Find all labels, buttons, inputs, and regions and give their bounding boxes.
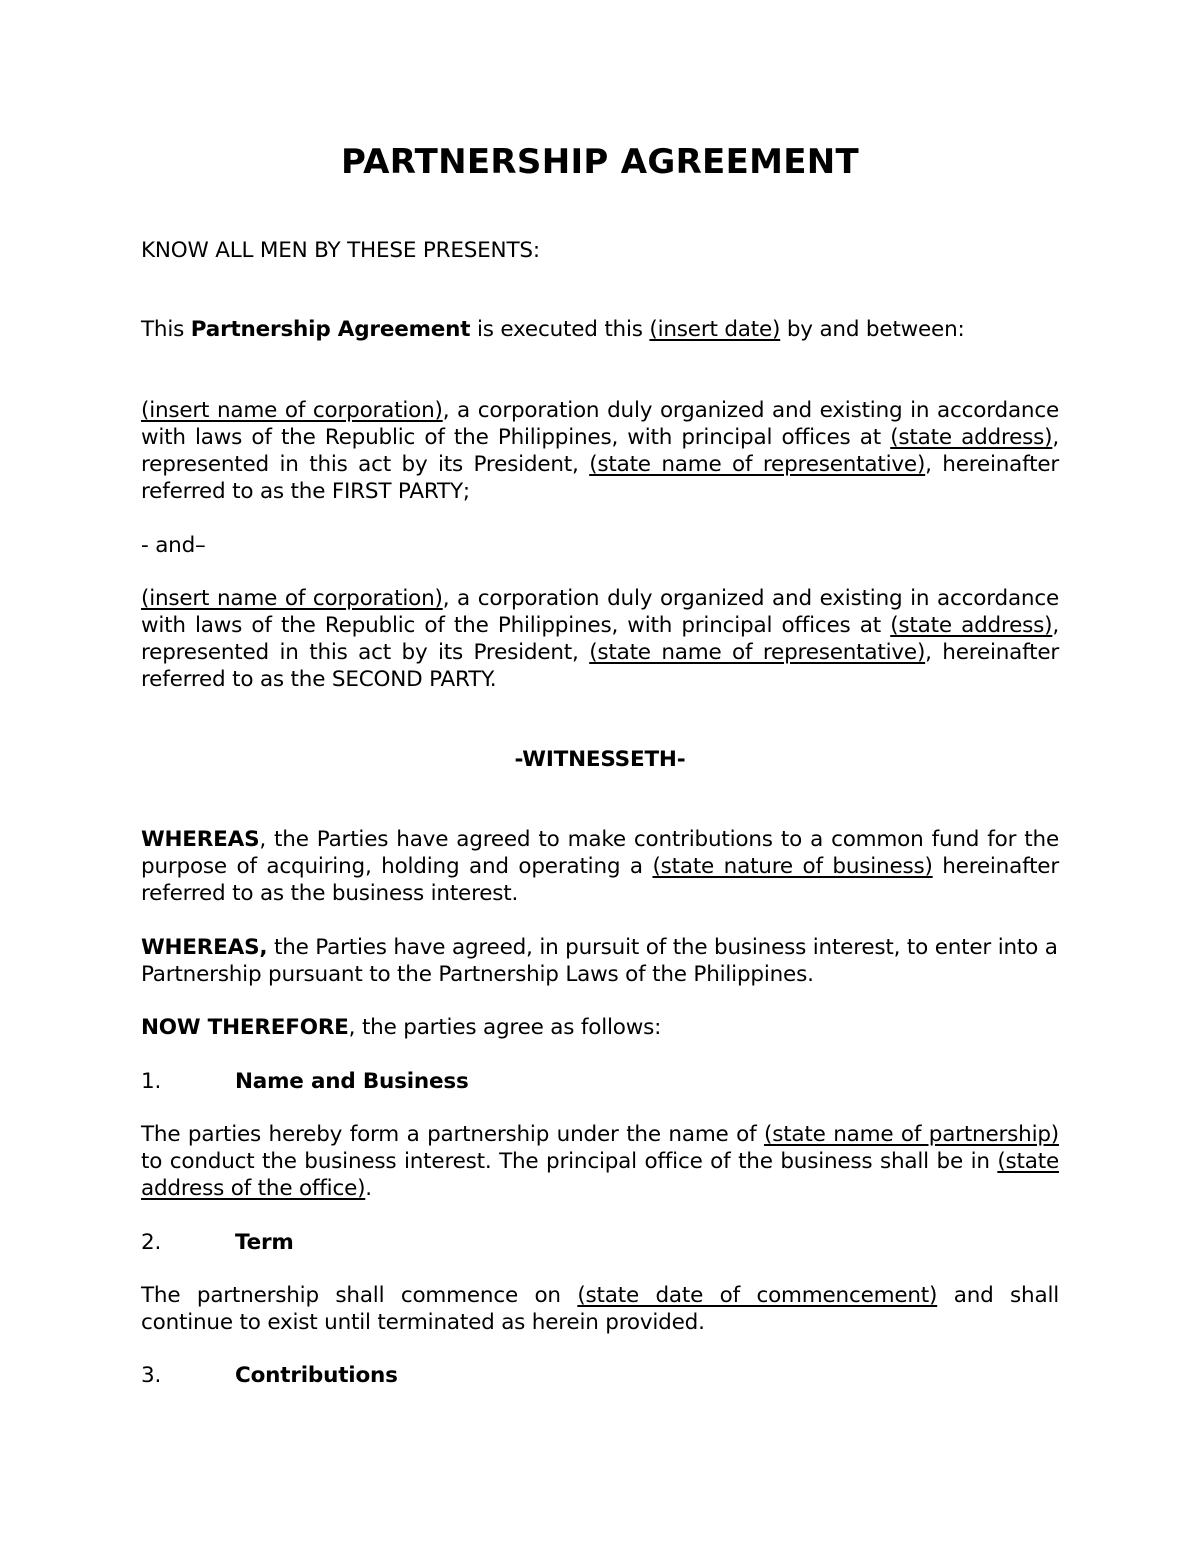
- whereas-1-text-2: hereinafter referred to as the business interest.: [141, 854, 1059, 906]
- agreement-name: Partnership Agreement: [190, 317, 471, 342]
- section-title: Term: [235, 1230, 294, 1255]
- second-party-address-placeholder: (state address): [890, 613, 1053, 638]
- document-title: PARTNERSHIP AGREEMENT: [340, 142, 860, 182]
- section-number: 3.: [141, 1363, 162, 1388]
- office-address-placeholder: (state address of the office): [141, 1149, 1059, 1201]
- business-nature-placeholder: (state nature of business): [652, 854, 933, 879]
- witnesseth-heading: -WITNESSETH-: [514, 747, 686, 772]
- executed-post: by and between:: [780, 317, 965, 342]
- first-party-text-1: , a corporation duly organized and existing in accordance with laws of the Republic of the Philippines, with principal offices at: [141, 398, 1059, 450]
- section-number: 1.: [141, 1069, 162, 1094]
- second-party-text-2: , represented in this act by its President,: [141, 613, 1059, 665]
- section-title: Name and Business: [235, 1069, 469, 1094]
- section-heading-3: [141, 1362, 1059, 1389]
- section-body-1: [141, 1121, 1059, 1202]
- first-party-text-2: , represented in this act by its President,: [141, 425, 1059, 477]
- section-1-text-2: to conduct the business interest. The principal office of the business shall be in: [141, 1149, 998, 1174]
- whereas-2-text: the Parties have agreed, in pursuit of the business interest, to enter into a Partnership pursuant to the Partnership Laws of the Philippines.: [141, 935, 1058, 987]
- first-party-paragraph: [141, 397, 1059, 505]
- section-heading-1: [141, 1068, 1059, 1095]
- date-placeholder: (insert date): [649, 317, 781, 342]
- whereas-2-label: WHEREAS,: [141, 935, 268, 960]
- section-heading-2: [141, 1229, 1059, 1256]
- second-party-rep-placeholder: (state name of representative): [589, 640, 926, 665]
- commencement-date-placeholder: (state date of commencement): [577, 1283, 938, 1308]
- executed-paragraph: [141, 316, 1059, 343]
- whereas-1-label: WHEREAS: [141, 827, 260, 852]
- intro-line: KNOW ALL MEN BY THESE PRESENTS:: [141, 238, 540, 263]
- first-party-text-3: , hereinafter referred to as the FIRST PARTY;: [141, 452, 1060, 504]
- second-party-paragraph: [141, 585, 1059, 693]
- section-body-2: [141, 1282, 1059, 1336]
- section-2-text-1: The partnership shall commence on: [141, 1283, 578, 1308]
- now-therefore-text: , the parties agree as follows:: [348, 1015, 662, 1040]
- section-2-text-2: and shall continue to exist until terminated as herein provided.: [141, 1283, 1059, 1335]
- section-number: 2.: [141, 1230, 162, 1255]
- executed-pre: This: [141, 317, 191, 342]
- first-party-address-placeholder: (state address): [890, 425, 1053, 450]
- now-therefore-paragraph: [141, 1014, 1059, 1041]
- whereas-paragraph-2: [141, 934, 1059, 988]
- second-party-name-placeholder: (insert name of corporation): [141, 586, 443, 611]
- executed-mid: is executed this: [470, 317, 650, 342]
- whereas-1-text-1: , the Parties have agreed to make contributions to a common fund for the purpose of acquiring, holding and operating a: [141, 827, 1059, 879]
- section-1-text-3: .: [365, 1176, 372, 1201]
- partnership-name-placeholder: (state name of partnership): [764, 1122, 1059, 1147]
- first-party-name-placeholder: (insert name of corporation): [141, 398, 443, 423]
- section-1-text-1: The parties hereby form a partnership under the name of: [141, 1122, 764, 1147]
- second-party-text-3: , hereinafter referred to as the SECOND PARTY.: [141, 640, 1060, 692]
- first-party-rep-placeholder: (state name of representative): [589, 452, 926, 477]
- now-therefore-label: NOW THEREFORE: [141, 1015, 349, 1040]
- and-separator: - and–: [141, 533, 206, 558]
- second-party-text-1: , a corporation duly organized and existing in accordance with laws of the Republic of the Philippines, with principal offices at: [141, 586, 1059, 638]
- section-title: Contributions: [235, 1363, 398, 1388]
- whereas-paragraph-1: [141, 826, 1059, 907]
